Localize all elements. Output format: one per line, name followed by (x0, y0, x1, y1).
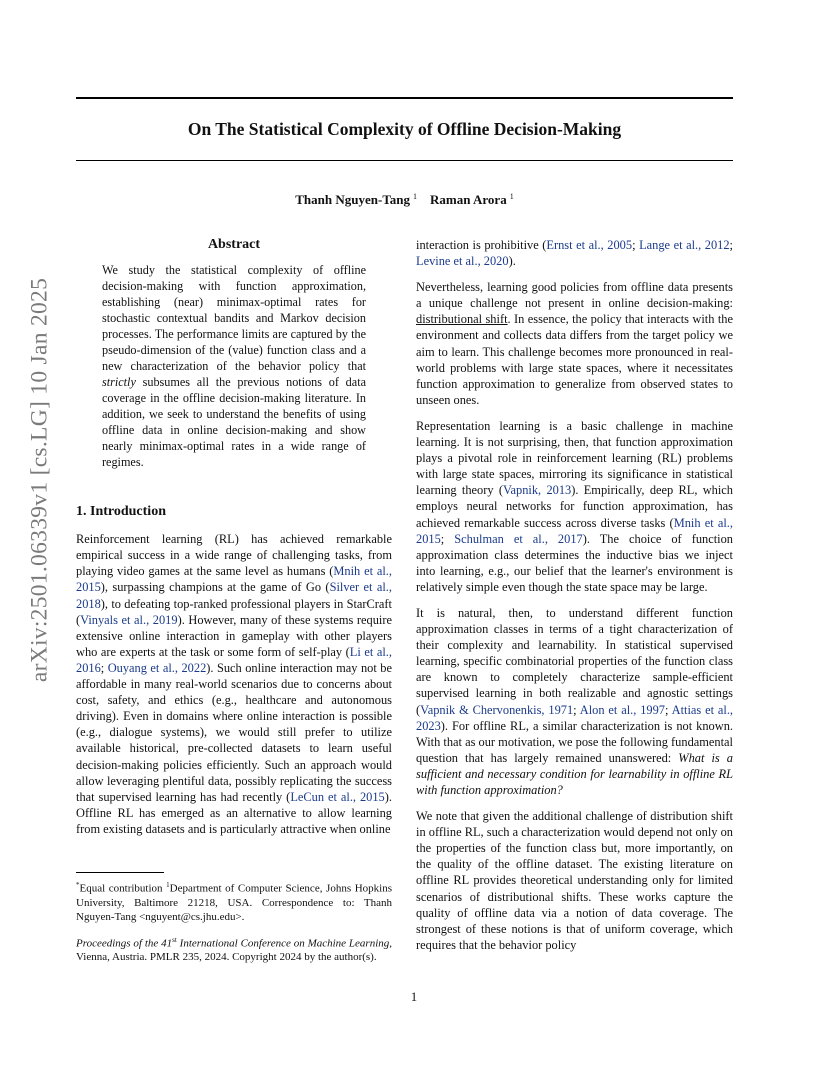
abstract-heading: Abstract (207, 237, 261, 252)
citation-link[interactable]: Ernst et al., 2005 (546, 238, 633, 252)
paper-title: On The Statistical Complexity of Offline Decision-Making (187, 119, 622, 139)
abstract-body: We study the statistical complexity of offline decision-making with function approximation, establishing (near) minimax-optimal rates for stochastic contextual bandits and Markov decision processes. The performance limits are captured by the pseudo-dimension of the (value) function class and a new characterization of the behavior policy that strictly subsumes all the previous notions of data coverage in the offline decision-making literature. In addition, we seek to understand the benefits of using offline data in online decision-making and show nearly minimax-optimal rates in a wide range of regimes. (102, 263, 366, 470)
citation-link[interactable]: Schulman et al., 2017 (454, 531, 583, 546)
footnotes (76, 872, 392, 973)
distributional-shift-term: distributional shift (416, 312, 508, 327)
author-name: Raman Arora (430, 192, 507, 207)
citation-link[interactable]: Li et al., 2016 (76, 644, 392, 675)
citation-link[interactable]: Alon et al., 1997 (579, 702, 665, 717)
arxiv-stamp-text: arXiv:2501.06339v1 [cs.LG] 10 Jan 2025 (26, 277, 53, 683)
page-number: 1 (410, 990, 418, 1004)
author-name: Thanh Nguyen-Tang (295, 192, 411, 207)
author-list (76, 192, 733, 208)
citation-link[interactable]: Ouyang et al., 2022 (107, 660, 207, 675)
author-affiliation-mark: 1 (509, 192, 514, 201)
body-paragraph: We note that given the additional challenge of distribution shift in offline RL, such a characterization would depend not only on the properties of the function class but, more importantly, on the quality of the offline dataset. The existing literature on offline RL provides theoretical understanding only for limited scenarios of distributional shifts. These works capture the quality of offline data via a notion of data coverage. The strongest of these notions is that of uniform coverage, which requires that the behavior policy (416, 809, 733, 952)
citation-link[interactable]: LeCun et al., 2015 (290, 789, 385, 804)
right-column (416, 237, 733, 963)
citation-link[interactable]: Silver et al., 2018 (76, 580, 393, 611)
footnote-rule (76, 872, 164, 873)
citation-link[interactable]: Vinyals et al., 2019 (80, 612, 178, 627)
citation-link[interactable]: Attias et al., 2023 (416, 702, 734, 733)
body-paragraph: Nevertheless, learning good policies from offline data presents a unique challenge not present in online decision-making: distributional shift. In essence, the policy that interacts with the environment and collects data differs from the target policy we aim to learn. This challenge becomes more pronounced in real-world problems with large state spaces, where it necessitates function approximation to generalize from observed states to unseen ones. (416, 280, 733, 407)
citation-link[interactable]: Lange et al., 2012 (639, 238, 730, 252)
citation-link[interactable]: Levine et al., 2020 (416, 254, 509, 269)
intro-paragraph: Reinforcement learning (RL) has achieved remarkable empirical success in a wide range of challenging tasks, from playing video games at the same level as humans (Mnih et al., 2015), surpassing champions at the game of Go (Silver et al., 2018), to defeating top-ranked professional players in StarCraft (Vinyals et al., 2019). However, many of these systems require extensive online interaction in gameplay with other players who are experts at the task or some form of self-play (Li et al., 2016; Ouyang et al., 2022). Such online interaction may not be affordable in many real-world scenarios due to concerns about cost, safety, and ethics (e.g., healthcare and autonomous driving). Even in domains where online interaction is possible (e.g., dialogue systems), we would still prefer to utilize available historical, pre-collected datasets to learn useful decision-making policies efficiently. Such an approach would allow leveraging plentiful data, possibly replicating the success that supervised learning has had recently (LeCun et al., 2015). Offline RL has emerged as an alternative to allow learning from existing datasets and is particularly attractive when online (76, 532, 393, 836)
citation-link[interactable]: Vapnik & Chervonenkis, 1971 (420, 702, 574, 717)
title-rule-bottom (76, 160, 733, 161)
section-heading-introduction: 1. Introduction (76, 504, 166, 520)
left-column (76, 237, 392, 847)
citation-link[interactable]: Vapnik, 2013 (502, 483, 572, 498)
citation-link[interactable]: Mnih et al., 2015 (76, 564, 392, 595)
research-question: What is a sufficient and necessary condition for learnability in offline RL with function approximation? (416, 750, 733, 797)
body-paragraph: interaction is prohibitive (Ernst et al., 2005; Lange et al., 2012; Levine et al., 2020). (416, 238, 733, 269)
body-paragraph: Representation learning is a basic challenge in machine learning. It is not surprising, then, that function approximation plays a pivotal role in reinforcement learning (RL) problems with large state spaces, mirroring its significance in statistical learning theory (Vapnik, 2013). Empirically, deep RL, which employs neural networks for function approximation, has achieved remarkable success across diverse tasks (Mnih et al., 2015; Schulman et al., 2017). The choice of function approximation class determines the inductive bias we inject into learning, e.g., our belief that the learner's environment is relatively simple even though the state space may be large. (416, 418, 733, 594)
title-rule-top (76, 97, 733, 99)
author-affiliation-mark: 1 (413, 192, 418, 201)
footnote-affiliations: *Equal contribution $^1$Department of Computer Science, Johns Hopkins University, Baltimore 21218, USA. Correspondence to: Thanh Nguyen-Tang <nguyent@cs.jhu.edu>. (76, 881, 392, 923)
footnote-proceedings: Proceedings of the 41st International Conference on Machine Learning, Vienna, Austria. PMLR 235, 2024. Copyright 2024 by the author(s). (76, 935, 392, 964)
body-paragraph: It is natural, then, to understand different function approximation classes in terms of a tight characterization of their complexity and learnability. In statistical supervised learning, specific combinatorial properties of the function class are known to completely characterize sample-efficient supervised learning in both realizable and agnostic settings (Vapnik & Chervonenkis, 1971; Alon et al., 1997; Attias et al., 2023). For offline RL, a similar characterization is not known. With that as our motivation, we pose the following fundamental question that has largely remained unanswered: What is a sufficient and necessary condition for learnability in offline RL with function approximation? (416, 605, 734, 797)
citation-link[interactable]: Mnih et al., 2015 (416, 515, 733, 546)
